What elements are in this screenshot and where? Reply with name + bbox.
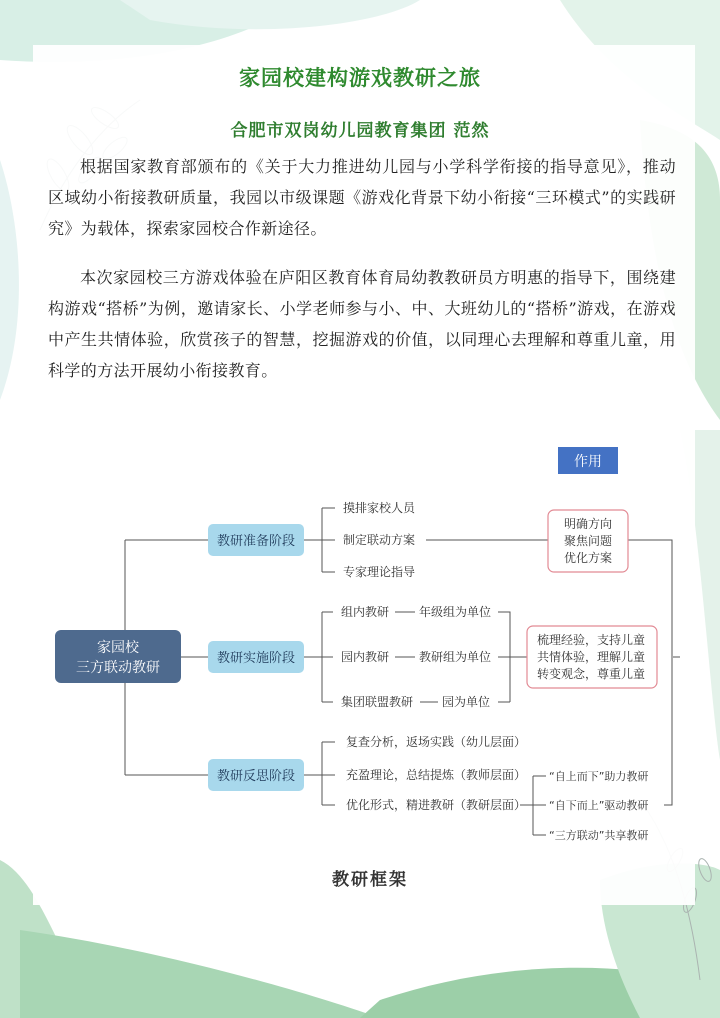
implement-item-right: 年级组为单位 <box>419 605 492 619</box>
implement-item-left: 集团联盟教研 <box>341 695 414 709</box>
effect-item: 共情体验，理解儿童 <box>537 650 646 664</box>
author-line: 合肥市双岗幼儿园教育集团 范然 <box>230 121 490 141</box>
page-title: 家园校建构游戏教研之旅 <box>239 66 481 90</box>
reflect-item: 复查分析，返场实践（幼儿层面） <box>346 735 527 749</box>
implement-item-right: 园为单位 <box>442 695 491 709</box>
implement-item-left: 组内教研 <box>341 605 390 619</box>
implement-item-right: 教研组为单位 <box>419 650 492 664</box>
stage-label-implement: 教研实施阶段 <box>216 651 296 666</box>
effect-item: 聚焦问题 <box>563 534 613 548</box>
prepare-item: 摸排家校人员 <box>343 501 416 515</box>
root-node-line-1: 家园校 <box>97 640 139 656</box>
effect-item: “自下而上”驱动教研 <box>549 799 649 812</box>
effect-item: 转变观念，尊重儿童 <box>537 667 646 681</box>
effect-item: “自上而下”助力教研 <box>549 770 649 783</box>
implement-item-left: 园内教研 <box>341 650 390 664</box>
effect-item: “三方联动”共享教研 <box>549 829 649 842</box>
reflect-item: 优化形式，精进教研（教研层面） <box>346 798 527 812</box>
diagram-caption: 教研框架 <box>332 870 408 890</box>
effect-item: 梳理经验，支持儿童 <box>537 633 646 647</box>
root-node-line-2: 三方联动教研 <box>76 660 160 676</box>
prepare-item: 专家理论指导 <box>343 565 416 579</box>
effect-item: 优化方案 <box>563 551 613 565</box>
prepare-item: 制定联动方案 <box>343 533 416 547</box>
paragraph-1: 根据国家教育部颁布的《关于大力推进幼儿园与小学科学衔接的指导意见》，推动区域幼小衔接教研质量，我园以市级课题《游戏化背景下幼小衔接“三环模式”的实践研究》为载体，探索家园校合作新途径。 <box>48 157 676 238</box>
reflect-item: 充盈理论，总结提炼（教师层面） <box>346 768 527 782</box>
effect-item: 明确方向 <box>563 517 613 531</box>
effect-label: 作用 <box>574 454 602 470</box>
stage-label-prepare: 教研准备阶段 <box>216 534 296 549</box>
paragraph-2: 本次家园校三方游戏体验在庐阳区教育体育局幼教教研员方明惠的指导下，围绕建构游戏“搭桥”为例，邀请家长、小学老师参与小、中、大班幼儿的“搭桥”游戏，在游戏中产生共情体验，欣赏孩子的智慧，挖掘游戏的价值，以同理心去理解和尊重儿童，用科学的方法开展幼小衔接教育。 <box>48 268 676 380</box>
stage-label-reflect: 教研反思阶段 <box>216 769 296 784</box>
